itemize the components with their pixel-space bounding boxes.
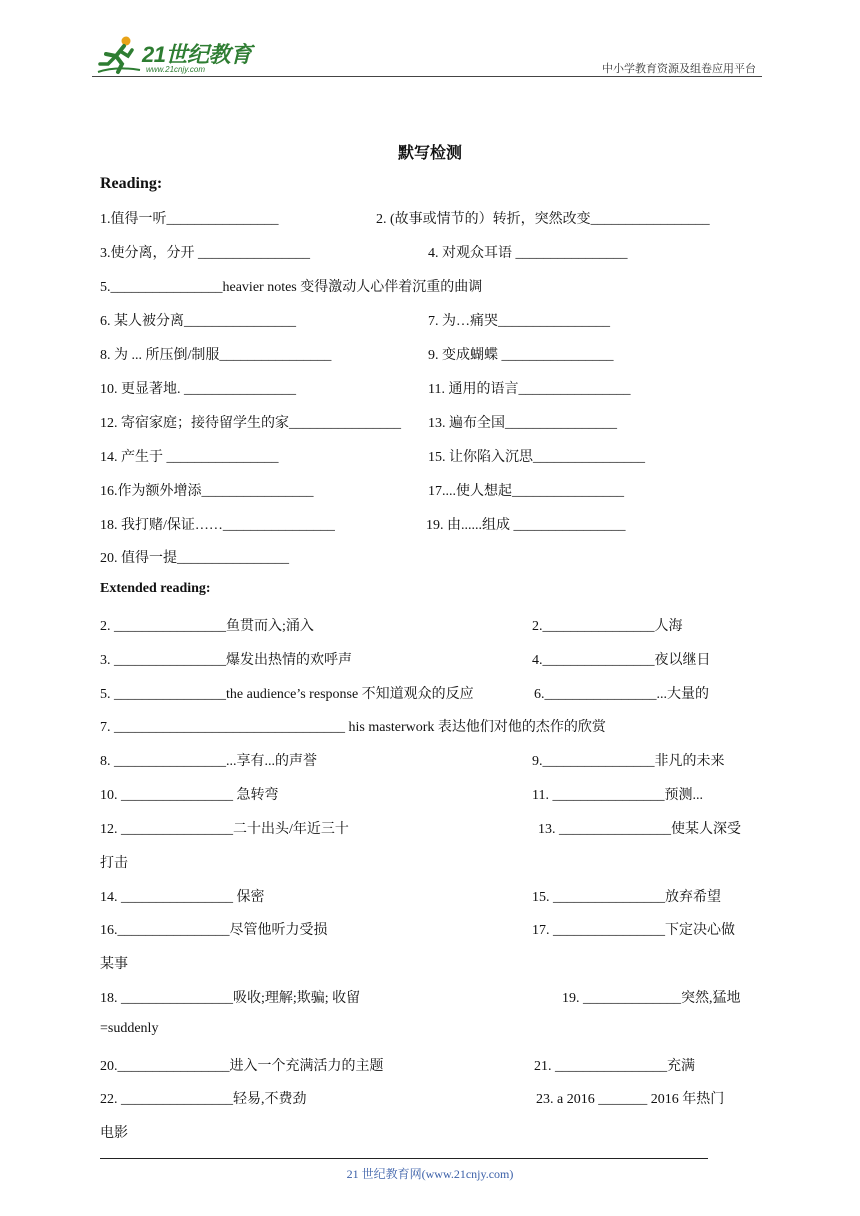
reading-item: 17....使人想起________________	[428, 484, 624, 499]
reading-item: 2. (故事或情节的）转折，突然改变_________________	[376, 212, 710, 227]
extended-item: 19. ______________突然,猛地	[562, 991, 741, 1006]
extended-item: 13. ________________使某人深受	[538, 822, 741, 837]
extended-item: 20.________________进入一个充满活力的主题	[100, 1059, 384, 1074]
logo-text: 21世纪教育	[142, 42, 252, 67]
reading-item: 16.作为额外增添________________	[100, 484, 314, 499]
reading-item: 1.值得一听________________	[100, 212, 279, 227]
extended-item-continuation: 打击	[100, 856, 128, 871]
extended-item: 4.________________夜以继日	[532, 653, 711, 668]
logo-url: www.21cnjy.com	[146, 65, 205, 74]
reading-item: 8. 为 ... 所压倒/制服________________	[100, 348, 332, 363]
reading-item: 11. 通用的语言________________	[428, 382, 631, 397]
reading-item: 5.________________heavier notes 变得激动人心伴着沉重的曲调	[100, 280, 483, 295]
footer-divider	[100, 1158, 708, 1159]
reading-item: 20. 值得一提________________	[100, 551, 289, 566]
platform-slogan: 中小学教育资源及组卷应用平台	[602, 62, 756, 75]
extended-item: 15. ________________放弃希望	[532, 890, 721, 905]
extended-item: 22. ________________轻易,不费劲	[100, 1092, 307, 1107]
extended-item: 12. ________________二十出头/年近三十	[100, 822, 349, 837]
extended-item: 6.________________...大量的	[534, 687, 709, 702]
reading-heading: Reading:	[100, 175, 163, 192]
extended-item: 10. ________________ 急转弯	[100, 788, 279, 803]
reading-item: 10. 更显著地. ________________	[100, 382, 296, 397]
extended-item-continuation: 某事	[100, 957, 128, 972]
extended-item: 23. a 2016 _______ 2016 年热门	[536, 1092, 725, 1107]
extended-item: 11. ________________预测...	[532, 788, 703, 803]
extended-item: 7. _________________________________ his masterwork 表达他们对他的杰作的欣赏	[100, 720, 606, 735]
extended-item-continuation: =suddenly	[100, 1021, 159, 1036]
site-logo	[96, 34, 266, 78]
extended-item: 16.________________尽管他听力受损	[100, 923, 328, 938]
page-title: 默写检测	[397, 143, 462, 162]
extended-item: 14. ________________ 保密	[100, 890, 265, 905]
reading-item: 3.使分离，分开 ________________	[100, 246, 310, 261]
reading-item: 6. 某人被分离________________	[100, 314, 296, 329]
reading-item: 13. 遍布全国________________	[428, 416, 617, 431]
reading-item: 18. 我打赌/保证……________________	[100, 518, 335, 533]
extended-item-continuation: 电影	[100, 1126, 128, 1141]
reading-item: 4. 对观众耳语 ________________	[428, 246, 628, 261]
header-divider	[92, 76, 762, 77]
extended-item: 2.________________人海	[532, 619, 683, 634]
extended-item: 21. ________________充满	[534, 1059, 695, 1074]
runner-logo-icon	[96, 34, 142, 76]
reading-item: 7. 为…痛哭________________	[428, 314, 610, 329]
extended-item: 8. ________________...享有...的声誉	[100, 754, 317, 769]
reading-item: 14. 产生于 ________________	[100, 450, 279, 465]
footer-text: 21 世纪教育网(www.21cnjy.com)	[346, 1167, 514, 1181]
extended-item: 2. ________________鱼贯而入;涌入	[100, 619, 314, 634]
reading-item: 12. 寄宿家庭；接待留学生的家________________	[100, 416, 401, 431]
reading-item: 15. 让你陷入沉思________________	[428, 450, 645, 465]
extended-item: 17. ________________下定决心做	[532, 923, 735, 938]
extended-reading-heading: Extended reading:	[100, 581, 211, 596]
extended-item: 3. ________________爆发出热情的欢呼声	[100, 653, 352, 668]
reading-item: 9. 变成蝴蝶 ________________	[428, 348, 614, 363]
extended-item: 5. ________________the audience’s response 不知道观众的反应	[100, 687, 474, 702]
reading-item: 19. 由......组成 ________________	[426, 518, 626, 533]
extended-item: 9.________________非凡的未来	[532, 754, 725, 769]
extended-item: 18. ________________吸收;理解;欺骗; 收留	[100, 991, 361, 1006]
